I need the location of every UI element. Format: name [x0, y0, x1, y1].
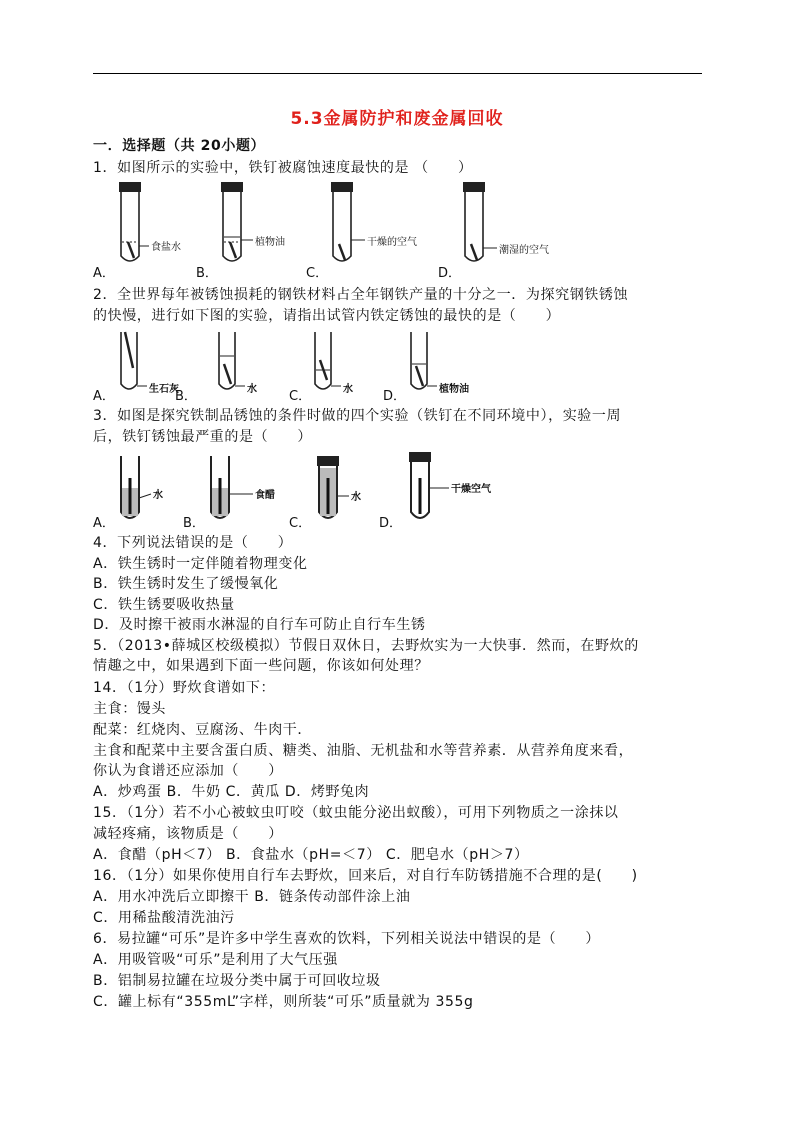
- q16-option-c[interactable]: C．用稀盐酸清洗油污: [93, 910, 235, 926]
- q14-text-line1: 主食和配菜中主要含蛋白质、糖类、油脂、无机盐和水等营养素．从营养角度来看，: [93, 743, 634, 759]
- header-rule: [93, 73, 702, 74]
- q3-option-d[interactable]: D．: [379, 516, 403, 531]
- q2-label-a: 生石灰: [149, 384, 179, 395]
- q15-stem-line1: 15．（1分）若不小心被蚊虫叮咬（蚊虫能分泌出蚁酸），可用下列物质之一涂抹以: [93, 805, 619, 821]
- q1-option-b[interactable]: B．: [196, 266, 218, 281]
- q2-tube-c: [315, 332, 341, 389]
- q2-label-b: 水: [247, 384, 257, 395]
- q1-label-c: 干燥的空气: [367, 237, 417, 248]
- q4-option-d[interactable]: D．及时擦干被雨水淋湿的自行车可防止自行车生锈: [93, 617, 426, 633]
- q2-figure: [93, 328, 705, 404]
- q4-option-b[interactable]: B．铁生锈时发生了缓慢氧化: [93, 576, 279, 592]
- section-heading: 一．选择题（共 20小题）: [93, 138, 266, 154]
- q14-stem: 14．（1分）野炊食谱如下：: [93, 680, 276, 696]
- q2-tube-d: [411, 332, 437, 389]
- q3-stem-line1: 3．如图是探究铁制品锈蚀的条件时做的四个实验（铁钉在不同环境中），实验一周: [93, 408, 622, 424]
- q2-stem-line1: 2．全世界每年被锈蚀损耗的钢铁材料占全年钢铁产量的十分之一．为探究钢铁锈蚀: [93, 287, 629, 303]
- q4-stem: 4．下列说法错误的是（ ）: [93, 535, 293, 551]
- q6-option-a[interactable]: A．用吸管吸“可乐”是利用了大气压强: [93, 952, 338, 968]
- q3-option-a[interactable]: A．: [93, 516, 115, 531]
- q1-option-c[interactable]: C．: [306, 266, 329, 281]
- q1-tube-a: [119, 182, 149, 261]
- q2-tube-a: [121, 332, 147, 389]
- q6-option-c[interactable]: C．罐上标有“355mL”字样，则所装“可乐”质量就为 355g: [93, 994, 474, 1010]
- q2-stem-line2: 的快慢，进行如下图的实验，请指出试管内铁定锈蚀的最快的是（ ）: [93, 308, 561, 324]
- q1-test-tubes: [93, 180, 705, 276]
- q3-tube-c: [317, 456, 349, 518]
- q1-label-b: 植物油: [255, 237, 285, 248]
- q2-option-a[interactable]: A．: [93, 389, 115, 404]
- q15-stem-line2: 减轻疼痛，该物质是（ ）: [93, 826, 283, 842]
- q4-option-a[interactable]: A．铁生锈时一定伴随着物理变化: [93, 556, 308, 572]
- q6-stem: 6．易拉罐“可乐”是许多中学生喜欢的饮料，下列相关说法中错误的是（ ）: [93, 931, 601, 947]
- q1-label-a: 食盐水: [151, 242, 181, 253]
- q3-tube-a: [121, 456, 151, 518]
- q2-label-c: 水: [343, 384, 353, 395]
- q1-tube-b: [221, 182, 253, 261]
- q3-stem-line2: 后，铁钉锈蚀最严重的是（ ）: [93, 429, 312, 445]
- q2-label-d: 植物油: [439, 384, 469, 395]
- q3-option-b[interactable]: B．: [183, 516, 205, 531]
- q2-option-b[interactable]: B．: [175, 389, 197, 404]
- q1-tube-d: [463, 182, 497, 261]
- q14-side-dishes: 配菜：红烧肉、豆腐汤、牛肉干．: [93, 722, 312, 738]
- q14-text-line2: 你认为食谱还应添加（ ）: [93, 763, 283, 779]
- q2-option-c[interactable]: C．: [289, 389, 312, 404]
- q1-figure: [93, 180, 705, 281]
- q4-option-c[interactable]: C．铁生锈要吸收热量: [93, 597, 235, 613]
- q16-options-ab[interactable]: A．用水冲洗后立即擦干 B．链条传动部件涂上油: [93, 889, 411, 905]
- q5-stem-line2: 情趣之中，如果遇到下面一些问题，你该如何处理？: [93, 658, 429, 674]
- q1-tube-c: [331, 182, 365, 261]
- q2-tube-b: [219, 332, 245, 389]
- q3-tube-b: [211, 456, 253, 518]
- q1-option-d[interactable]: D．: [438, 266, 462, 281]
- q14-options[interactable]: A．炒鸡蛋 B．牛奶 C．黄瓜 D．烤野兔肉: [93, 784, 370, 800]
- q1-label-d: 潮湿的空气: [499, 245, 549, 256]
- q3-option-c[interactable]: C．: [289, 516, 312, 531]
- q2-option-d[interactable]: D．: [383, 389, 407, 404]
- q3-label-a: 水: [153, 490, 163, 501]
- q16-stem: 16．（1分）如果你使用自行车去野炊，回来后，对自行车防锈措施不合理的是( ): [93, 868, 638, 884]
- q1-option-a[interactable]: A．: [93, 266, 115, 281]
- q3-label-d: 干燥空气: [451, 484, 491, 495]
- q3-label-c: 水: [351, 492, 361, 503]
- q3-label-b: 食醋: [255, 490, 275, 501]
- q14-main-food: 主食：馒头: [93, 701, 166, 717]
- q3-figure: [93, 452, 705, 532]
- q5-stem-line1: 5．（2013•薛城区校级模拟）节假日双休日，去野炊实为一大快事．然而，在野炊的: [93, 638, 639, 654]
- q3-tube-d: [409, 452, 449, 518]
- page-title: 5.3金属防护和废金属回收: [290, 109, 504, 129]
- q1-stem: 1．如图所示的实验中，铁钉被腐蚀速度最快的是 （ ）: [93, 160, 473, 176]
- q6-option-b[interactable]: B．铝制易拉罐在垃圾分类中属于可回收垃圾: [93, 973, 381, 989]
- q15-options[interactable]: A．食醋（pH＜7） B．食盐水（pH=＜7） C．肥皂水（pH＞7）: [93, 847, 529, 863]
